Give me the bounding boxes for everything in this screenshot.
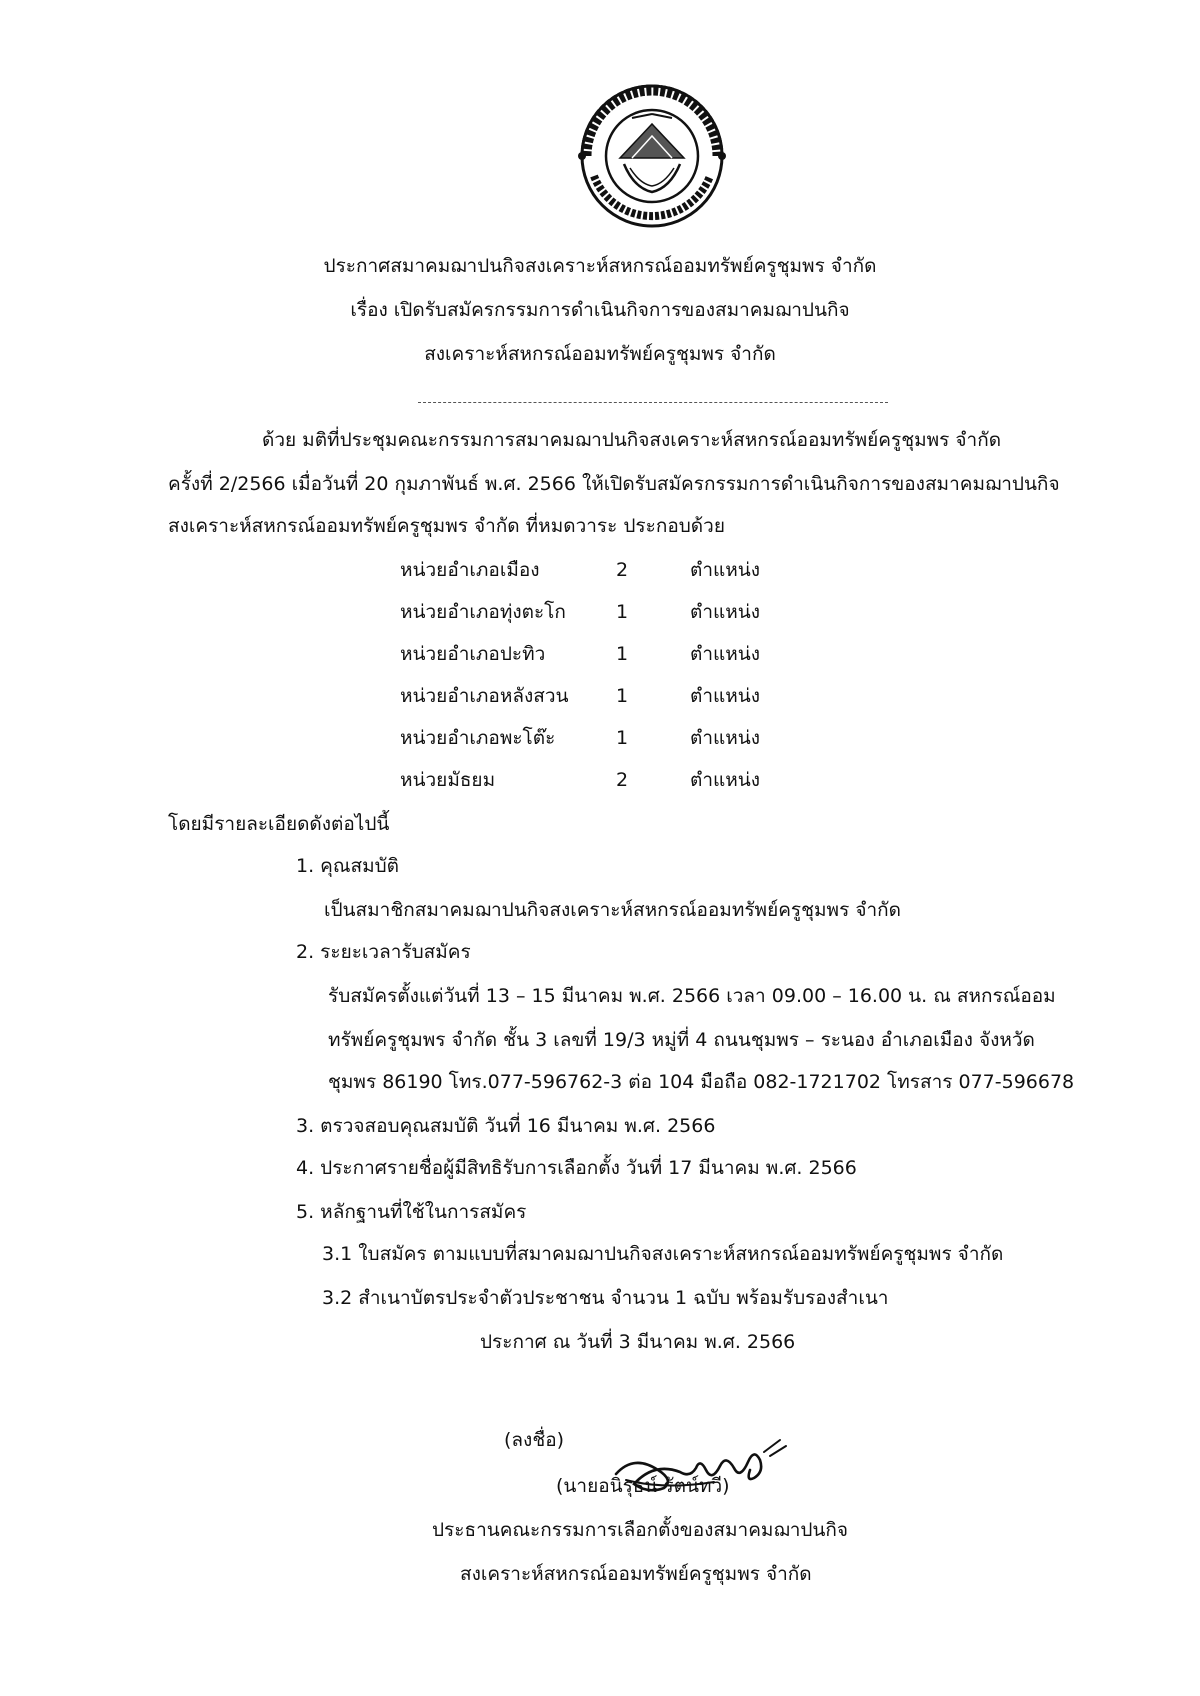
unit-row (400, 682, 820, 712)
signature-label: (ลงชื่อ) (504, 1429, 565, 1451)
unit-position-label: ตำแหน่ง (690, 601, 761, 623)
unit-count: 2 (616, 769, 629, 791)
heading-line-1: ประกาศสมาคมฌาปนกิจสงเคราะห์สหกรณ์ออมทรัพย์ครูชุมพร จำกัด (323, 255, 877, 277)
unit-row (400, 724, 820, 754)
section-3: 3. ตรวจสอบคุณสมบัติ วันที่ 16 มีนาคม พ.ศ. 2566 (296, 1115, 716, 1137)
unit-count: 1 (616, 685, 629, 707)
unit-count: 2 (616, 559, 629, 581)
heading-divider (418, 402, 888, 403)
signer-name: (นายอนิรุธน์ รัตน์ทวี) (556, 1475, 730, 1497)
section-5-item-1: 3.1 ใบสมัคร ตามแบบที่สมาคมฌาปนกิจสงเคราะห์สหกรณ์ออมทรัพย์ครูชุมพร จำกัด (322, 1243, 1004, 1265)
intro-line-3: สงเคราะห์สหกรณ์ออมทรัพย์ครูชุมพร จำกัด ที่หมดวาระ ประกอบด้วย (168, 515, 725, 537)
unit-count: 1 (616, 643, 629, 665)
unit-count: 1 (616, 601, 629, 623)
unit-name: หน่วยมัธยม (400, 769, 496, 791)
section-4: 4. ประกาศรายชื่อผู้มีสิทธิรับการเลือกตั้ง วันที่ 17 มีนาคม พ.ศ. 2566 (296, 1157, 857, 1179)
unit-position-label: ตำแหน่ง (690, 727, 761, 749)
unit-name: หน่วยอำเภอเมือง (400, 559, 540, 581)
intro-line-1: ด้วย มติที่ประชุมคณะกรรมการสมาคมฌาปนกิจสงเคราะห์สหกรณ์ออมทรัพย์ครูชุมพร จำกัด (262, 429, 1002, 451)
unit-name: หน่วยอำเภอพะโต๊ะ (400, 727, 556, 749)
section-5-title: 5. หลักฐานที่ใช้ในการสมัคร (296, 1201, 527, 1223)
signer-title-2: สงเคราะห์สหกรณ์ออมทรัพย์ครูชุมพร จำกัด (460, 1563, 812, 1585)
unit-name: หน่วยอำเภอทุ่งตะโก (400, 601, 566, 623)
section-2-title: 2. ระยะเวลารับสมัคร (296, 941, 471, 963)
unit-name: หน่วยอำเภอปะทิว (400, 643, 546, 665)
association-seal-logo (574, 84, 730, 232)
section-2-body-2: ทรัพย์ครูชุมพร จำกัด ชั้น 3 เลขที่ 19/3 หมู่ที่ 4 ถนนชุมพร – ระนอง อำเภอเมือง จังหวัด (328, 1029, 1035, 1051)
section-5-item-2: 3.2 สำเนาบัตรประจำตัวประชาชน จำนวน 1 ฉบับ พร้อมรับรองสำเนา (322, 1287, 889, 1309)
section-1-title: 1. คุณสมบัติ (296, 855, 400, 877)
details-intro: โดยมีรายละเอียดดังต่อไปนี้ (168, 813, 390, 835)
intro-line-2: ครั้งที่ 2/2566 เมื่อวันที่ 20 กุมภาพันธ์ พ.ศ. 2566 ให้เปิดรับสมัครกรรมการดำเนินกิจการของสมาคมฌาปนกิจ (168, 473, 1060, 495)
unit-position-label: ตำแหน่ง (690, 643, 761, 665)
heading-line-3: สงเคราะห์สหกรณ์ออมทรัพย์ครูชุมพร จำกัด (424, 343, 776, 365)
unit-position-label: ตำแหน่ง (690, 559, 761, 581)
unit-count: 1 (616, 727, 629, 749)
heading-line-2: เรื่อง เปิดรับสมัครกรรมการดำเนินกิจการของสมาคมฌาปนกิจ (350, 299, 850, 321)
unit-row (400, 598, 820, 628)
section-2-body-3: ชุมพร 86190 โทร.077-596762-3 ต่อ 104 มือถือ 082-1721702 โทรสาร 077-596678 (328, 1071, 1075, 1093)
signer-title-1: ประธานคณะกรรมการเลือกตั้งของสมาคมฌาปนกิจ (432, 1519, 849, 1541)
unit-row (400, 556, 820, 586)
unit-name: หน่วยอำเภอหลังสวน (400, 685, 569, 707)
announcement-date: ประกาศ ณ วันที่ 3 มีนาคม พ.ศ. 2566 (480, 1331, 796, 1353)
unit-position-label: ตำแหน่ง (690, 769, 761, 791)
unit-position-label: ตำแหน่ง (690, 685, 761, 707)
section-2-body-1: รับสมัครตั้งแต่วันที่ 13 – 15 มีนาคม พ.ศ. 2566 เวลา 09.00 – 16.00 น. ณ สหกรณ์ออม (328, 985, 1056, 1007)
section-1-body: เป็นสมาชิกสมาคมฌาปนกิจสงเคราะห์สหกรณ์ออมทรัพย์ครูชุมพร จำกัด (324, 899, 901, 921)
unit-row (400, 766, 820, 796)
unit-row (400, 640, 820, 670)
